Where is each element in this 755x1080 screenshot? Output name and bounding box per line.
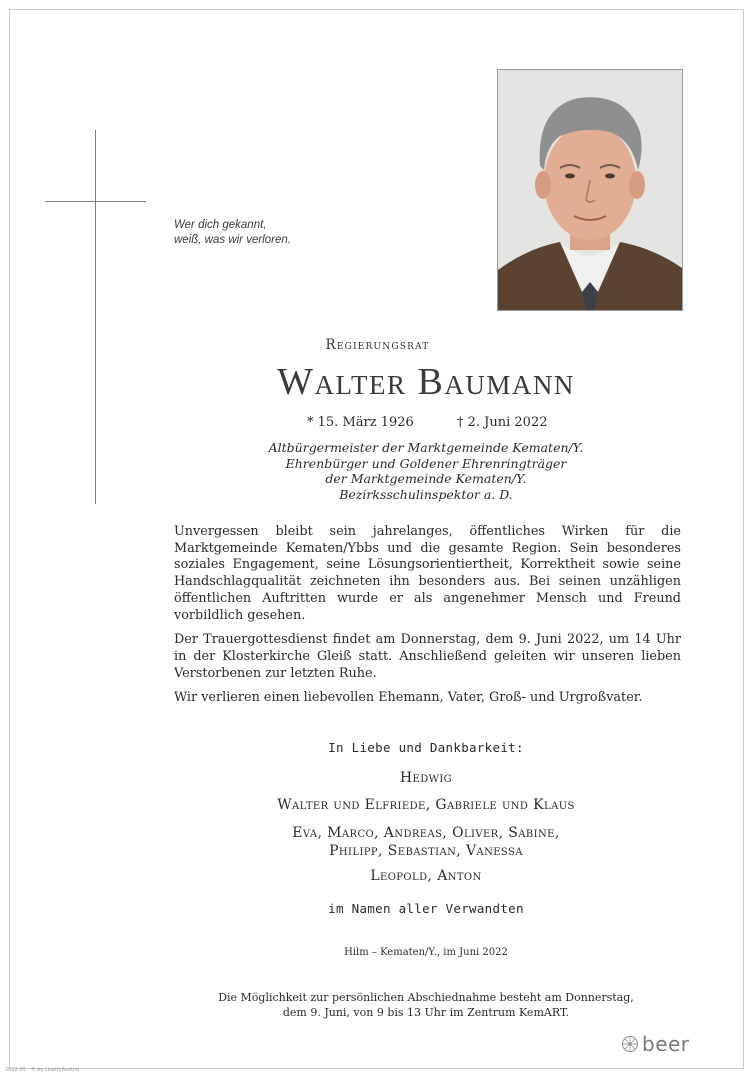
family-line-great-grandchildren: Leopold, Anton xyxy=(370,868,482,884)
honor-line: Altbürgermeister der Marktgemeinde Kematen/Y. xyxy=(268,440,584,455)
beer-logo xyxy=(621,1032,690,1056)
obituary-text xyxy=(174,524,681,715)
farewell-notice xyxy=(0,990,755,1020)
cross-icon-horizontal xyxy=(45,201,146,202)
closing-line: In Liebe und Dankbarkeit: xyxy=(328,740,524,755)
farewell-line-1: Die Möglichkeit zur persönlichen Abschiednahme besteht am Donnerstag, xyxy=(218,991,634,1004)
grandchildren-line-1: Eva, Marco, Andreas, Oliver, Sabine, xyxy=(292,825,560,841)
copyright-note: 2022-05 · © by Lewth/Austria xyxy=(5,1067,80,1073)
portrait-photo xyxy=(497,69,683,311)
place-date: Hilm – Kematen/Y., im Juni 2022 xyxy=(344,947,508,958)
paragraph-tribute: Unvergessen bleibt sein jahrelanges, öffentliches Wirken für die Marktgemeinde Kematen/Ybbs und die gesamte Region. Sein besonderes soziales Engagement, seine Lösungsorientiertheit, Korrektheit sowie seine Handschlagqualität zeichneten ihn besonders aus. Bei seinen unzähligen öffentlichen Auftritten wurde er als angenehmer Mensch und Freund vorbildlich gesehen. xyxy=(174,524,681,623)
family-line-spouse: Hedwig xyxy=(399,770,453,786)
logo-text: beer xyxy=(642,1032,690,1056)
deceased-name: Walter Baumann xyxy=(277,361,575,403)
honor-line: Ehrenbürger und Goldener Ehrenringträger xyxy=(285,455,567,471)
quote-line-2: weiß, was wir verloren. xyxy=(174,234,291,246)
portrait-image xyxy=(498,70,682,310)
honor-line: der Marktgemeinde Kematen/Y. xyxy=(325,471,527,487)
death-date: † 2. Juni 2022 xyxy=(457,415,548,430)
grandchildren-line-2: Philipp, Sebastian, Vanessa xyxy=(329,843,523,859)
honor-line: Bezirksschulinspektor a. D. xyxy=(339,486,513,502)
honorary-title: Regierungsrat xyxy=(325,337,430,353)
family-line-children: Walter und Elfriede, Gabriele und Klaus xyxy=(277,797,575,813)
quote-line-1: Wer dich gekannt, xyxy=(174,219,267,231)
paragraph-service: Der Trauergottesdienst findet am Donnerstag, dem 9. Juni 2022, um 14 Uhr in der Klosterkirche Gleiß statt. Anschließend geleiten wir unseren lieben Verstorbenen zur letzten Ruhe. xyxy=(174,632,681,681)
farewell-line-2: dem 9. Juni, von 9 bis 13 Uhr im Zentrum KemART. xyxy=(282,1006,570,1019)
paragraph-family: Wir verlieren einen liebevollen Ehemann, Vater, Groß- und Urgroßvater. xyxy=(174,690,643,706)
family-line-grandchildren xyxy=(0,824,755,860)
memorial-quote xyxy=(174,218,291,248)
birth-date: * 15. März 1926 xyxy=(307,415,414,430)
relatives-line: im Namen aller Verwandten xyxy=(328,901,524,916)
honors-list xyxy=(0,440,755,502)
dandelion-icon xyxy=(621,1035,639,1053)
